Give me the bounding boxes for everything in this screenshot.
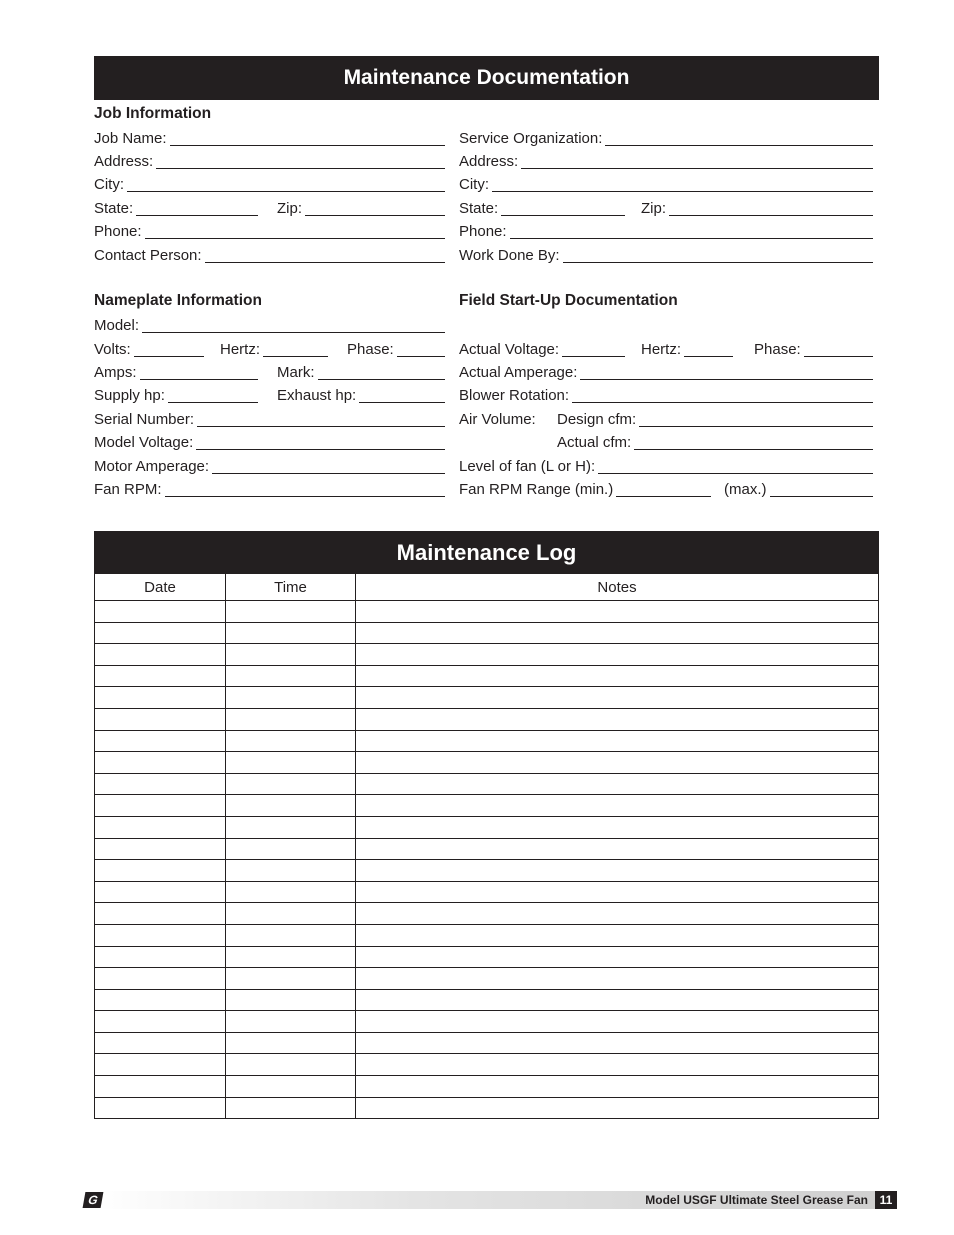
date-cell[interactable] bbox=[95, 903, 226, 925]
log-body bbox=[95, 601, 879, 1119]
service-organization-field[interactable]: Service Organization: bbox=[459, 130, 873, 148]
time-cell[interactable] bbox=[226, 773, 356, 795]
field-hertz-line[interactable] bbox=[684, 342, 733, 357]
notes-cell[interactable] bbox=[356, 924, 879, 946]
notes-cell[interactable] bbox=[356, 881, 879, 903]
field-phase-line[interactable] bbox=[804, 342, 873, 357]
notes-cell[interactable] bbox=[356, 816, 879, 838]
model-voltage-field[interactable]: Model Voltage: bbox=[94, 434, 445, 452]
actual-voltage-line[interactable] bbox=[562, 342, 625, 357]
time-cell[interactable] bbox=[226, 1011, 356, 1033]
time-cell[interactable] bbox=[226, 708, 356, 730]
notes-cell[interactable] bbox=[356, 752, 879, 774]
date-cell[interactable] bbox=[95, 924, 226, 946]
log-header-row bbox=[95, 574, 879, 601]
service-state-field[interactable]: State: bbox=[459, 200, 625, 218]
serial-number-line[interactable] bbox=[197, 412, 445, 427]
notes-cell[interactable] bbox=[356, 968, 879, 990]
serial-number-field[interactable]: Serial Number: bbox=[94, 411, 445, 429]
notes-cell[interactable] bbox=[356, 622, 879, 644]
service-address-field[interactable]: Address: bbox=[459, 153, 873, 171]
table-row bbox=[95, 1076, 879, 1098]
fan-rpm-line[interactable] bbox=[165, 482, 445, 497]
supply-hp-field[interactable]: Supply hp: bbox=[94, 387, 258, 405]
service-zip-field[interactable]: Zip: bbox=[641, 200, 873, 218]
fan-rpm-min-line[interactable] bbox=[616, 482, 711, 497]
date-cell[interactable] bbox=[95, 622, 226, 644]
actual-voltage-field[interactable]: Actual Voltage: bbox=[459, 341, 625, 359]
notes-cell[interactable] bbox=[356, 665, 879, 687]
amps-field[interactable]: Amps: bbox=[94, 364, 258, 382]
time-cell[interactable] bbox=[226, 752, 356, 774]
volts-line[interactable] bbox=[134, 342, 204, 357]
maintenance-log-title: Maintenance Log bbox=[396, 539, 577, 565]
job-phone-field[interactable]: Phone: bbox=[94, 223, 445, 241]
time-cell[interactable] bbox=[226, 730, 356, 752]
date-cell[interactable] bbox=[95, 968, 226, 990]
date-cell[interactable] bbox=[95, 644, 226, 666]
date-cell[interactable] bbox=[95, 1076, 226, 1098]
notes-cell[interactable] bbox=[356, 1032, 879, 1054]
job-phone-line[interactable] bbox=[145, 224, 445, 239]
nameplate-information-heading: Nameplate Information bbox=[94, 292, 262, 309]
time-cell[interactable] bbox=[226, 1097, 356, 1119]
work-done-by-line[interactable] bbox=[563, 248, 873, 263]
date-cell[interactable] bbox=[95, 601, 226, 623]
contact-person-line[interactable] bbox=[205, 248, 445, 263]
time-cell[interactable] bbox=[226, 924, 356, 946]
air-volume-label: Air Volume: bbox=[459, 411, 536, 428]
maintenance-log-banner bbox=[94, 531, 879, 574]
table-row bbox=[95, 752, 879, 774]
model-field[interactable]: Model: bbox=[94, 317, 445, 335]
nameplate-hertz-field[interactable]: Hertz: bbox=[220, 341, 328, 359]
nameplate-phase-line[interactable] bbox=[397, 342, 445, 357]
blower-rotation-line[interactable] bbox=[572, 388, 873, 403]
service-phone-field[interactable]: Phone: bbox=[459, 223, 873, 241]
table-row bbox=[95, 1032, 879, 1054]
table-row bbox=[95, 1011, 879, 1033]
service-address-line[interactable] bbox=[521, 154, 873, 169]
exhaust-hp-field[interactable]: Exhaust hp: bbox=[277, 387, 445, 405]
page-number: 11 bbox=[875, 1191, 897, 1209]
service-phone-line[interactable] bbox=[510, 224, 873, 239]
nameplate-phase-field[interactable]: Phase: bbox=[347, 341, 445, 359]
fan-rpm-min-field[interactable]: Fan RPM Range (min.) bbox=[459, 481, 711, 499]
table-row bbox=[95, 795, 879, 817]
job-city-field[interactable]: City: bbox=[94, 176, 445, 194]
table-row bbox=[95, 601, 879, 623]
maintenance-log-table bbox=[94, 573, 879, 1119]
service-state-line[interactable] bbox=[501, 201, 625, 216]
field-phase-field[interactable]: Phase: bbox=[754, 341, 873, 359]
date-cell[interactable] bbox=[95, 1032, 226, 1054]
notes-cell[interactable] bbox=[356, 1097, 879, 1119]
date-cell[interactable] bbox=[95, 795, 226, 817]
notes-cell[interactable] bbox=[356, 1076, 879, 1098]
job-zip-line[interactable] bbox=[305, 201, 445, 216]
field-startup-heading: Field Start-Up Documentation bbox=[459, 292, 678, 309]
mark-field[interactable]: Mark: bbox=[277, 364, 445, 382]
time-cell[interactable] bbox=[226, 903, 356, 925]
job-state-field[interactable]: State: bbox=[94, 200, 258, 218]
actual-amperage-field[interactable]: Actual Amperage: bbox=[459, 364, 873, 382]
table-row bbox=[95, 924, 879, 946]
notes-cell[interactable] bbox=[356, 860, 879, 882]
job-information-heading: Job Information bbox=[94, 105, 212, 122]
actual-cfm-field[interactable]: Actual cfm: bbox=[557, 434, 873, 452]
table-row bbox=[95, 881, 879, 903]
nameplate-hertz-line[interactable] bbox=[263, 342, 328, 357]
notes-cell[interactable] bbox=[356, 795, 879, 817]
job-name-field[interactable]: Job Name: bbox=[94, 130, 445, 148]
date-cell[interactable] bbox=[95, 752, 226, 774]
blower-rotation-field[interactable]: Blower Rotation: bbox=[459, 387, 873, 405]
date-cell[interactable] bbox=[95, 708, 226, 730]
maintenance-documentation-banner bbox=[94, 56, 879, 100]
level-of-fan-line[interactable] bbox=[598, 459, 873, 474]
time-cell[interactable] bbox=[226, 1032, 356, 1054]
job-name-line[interactable] bbox=[170, 131, 445, 146]
volts-field[interactable]: Volts: bbox=[94, 341, 204, 359]
brand-logo-icon: G bbox=[83, 1192, 104, 1208]
notes-cell[interactable] bbox=[356, 1054, 879, 1076]
notes-cell[interactable] bbox=[356, 903, 879, 925]
model-line[interactable] bbox=[142, 318, 445, 333]
job-address-line[interactable] bbox=[156, 154, 445, 169]
notes-cell[interactable] bbox=[356, 838, 879, 860]
notes-column-header: Notes bbox=[356, 574, 879, 601]
table-row bbox=[95, 946, 879, 968]
notes-cell[interactable] bbox=[356, 773, 879, 795]
date-cell[interactable] bbox=[95, 989, 226, 1011]
time-cell[interactable] bbox=[226, 968, 356, 990]
time-cell[interactable] bbox=[226, 795, 356, 817]
notes-cell[interactable] bbox=[356, 1011, 879, 1033]
page-title: Maintenance Documentation bbox=[343, 66, 630, 89]
time-cell[interactable] bbox=[226, 838, 356, 860]
table-row bbox=[95, 989, 879, 1011]
job-address-field[interactable]: Address: bbox=[94, 153, 445, 171]
date-cell[interactable] bbox=[95, 838, 226, 860]
date-cell[interactable] bbox=[95, 1097, 226, 1119]
date-cell[interactable] bbox=[95, 773, 226, 795]
table-row bbox=[95, 968, 879, 990]
date-cell[interactable] bbox=[95, 1054, 226, 1076]
job-state-line[interactable] bbox=[136, 201, 258, 216]
date-cell[interactable] bbox=[95, 881, 226, 903]
motor-amperage-field[interactable]: Motor Amperage: bbox=[94, 458, 445, 476]
time-cell[interactable] bbox=[226, 989, 356, 1011]
work-done-by-field[interactable]: Work Done By: bbox=[459, 247, 873, 265]
supply-hp-line[interactable] bbox=[168, 388, 258, 403]
time-cell[interactable] bbox=[226, 1076, 356, 1098]
notes-cell[interactable] bbox=[356, 601, 879, 623]
time-cell[interactable] bbox=[226, 860, 356, 882]
exhaust-hp-line[interactable] bbox=[359, 388, 445, 403]
job-city-line[interactable] bbox=[127, 177, 445, 192]
date-cell[interactable] bbox=[95, 860, 226, 882]
service-city-line[interactable] bbox=[492, 177, 873, 192]
table-row bbox=[95, 816, 879, 838]
time-cell[interactable] bbox=[226, 881, 356, 903]
table-row bbox=[95, 708, 879, 730]
time-column-header: Time bbox=[226, 574, 356, 601]
date-cell[interactable] bbox=[95, 665, 226, 687]
service-city-field[interactable]: City: bbox=[459, 176, 873, 194]
date-cell[interactable] bbox=[95, 946, 226, 968]
time-cell[interactable] bbox=[226, 644, 356, 666]
model-voltage-line[interactable] bbox=[196, 435, 445, 450]
table-row bbox=[95, 838, 879, 860]
design-cfm-line[interactable] bbox=[639, 412, 873, 427]
time-cell[interactable] bbox=[226, 687, 356, 709]
fan-rpm-max-field[interactable]: (max.) bbox=[724, 481, 873, 499]
mark-line[interactable] bbox=[318, 365, 446, 380]
time-cell[interactable] bbox=[226, 665, 356, 687]
date-cell[interactable] bbox=[95, 730, 226, 752]
table-row bbox=[95, 687, 879, 709]
level-of-fan-field[interactable]: Level of fan (L or H): bbox=[459, 458, 873, 476]
table-row bbox=[95, 1097, 879, 1119]
actual-amperage-line[interactable] bbox=[580, 365, 873, 380]
job-zip-field[interactable]: Zip: bbox=[277, 200, 445, 218]
fan-rpm-field[interactable]: Fan RPM: bbox=[94, 481, 445, 499]
time-cell[interactable] bbox=[226, 601, 356, 623]
design-cfm-field[interactable]: Design cfm: bbox=[557, 411, 873, 429]
date-cell[interactable] bbox=[95, 687, 226, 709]
date-cell[interactable] bbox=[95, 1011, 226, 1033]
time-cell[interactable] bbox=[226, 946, 356, 968]
notes-cell[interactable] bbox=[356, 946, 879, 968]
field-hertz-field[interactable]: Hertz: bbox=[641, 341, 733, 359]
service-organization-line[interactable] bbox=[605, 131, 873, 146]
table-row bbox=[95, 644, 879, 666]
date-column-header: Date bbox=[95, 574, 226, 601]
table-row bbox=[95, 860, 879, 882]
notes-cell[interactable] bbox=[356, 687, 879, 709]
actual-cfm-line[interactable] bbox=[634, 435, 873, 450]
footer-model-text: Model USGF Ultimate Steel Grease Fan bbox=[645, 1193, 868, 1207]
notes-cell[interactable] bbox=[356, 989, 879, 1011]
contact-person-field[interactable]: Contact Person: bbox=[94, 247, 445, 265]
amps-line[interactable] bbox=[140, 365, 258, 380]
table-row bbox=[95, 1054, 879, 1076]
fan-rpm-max-line[interactable] bbox=[770, 482, 874, 497]
table-row bbox=[95, 773, 879, 795]
notes-cell[interactable] bbox=[356, 730, 879, 752]
table-row bbox=[95, 730, 879, 752]
time-cell[interactable] bbox=[226, 1054, 356, 1076]
table-row bbox=[95, 665, 879, 687]
date-cell[interactable] bbox=[95, 816, 226, 838]
table-row bbox=[95, 622, 879, 644]
table-row bbox=[95, 903, 879, 925]
notes-cell[interactable] bbox=[356, 708, 879, 730]
motor-amperage-line[interactable] bbox=[212, 459, 445, 474]
time-cell[interactable] bbox=[226, 816, 356, 838]
service-zip-line[interactable] bbox=[669, 201, 873, 216]
notes-cell[interactable] bbox=[356, 644, 879, 666]
time-cell[interactable] bbox=[226, 622, 356, 644]
